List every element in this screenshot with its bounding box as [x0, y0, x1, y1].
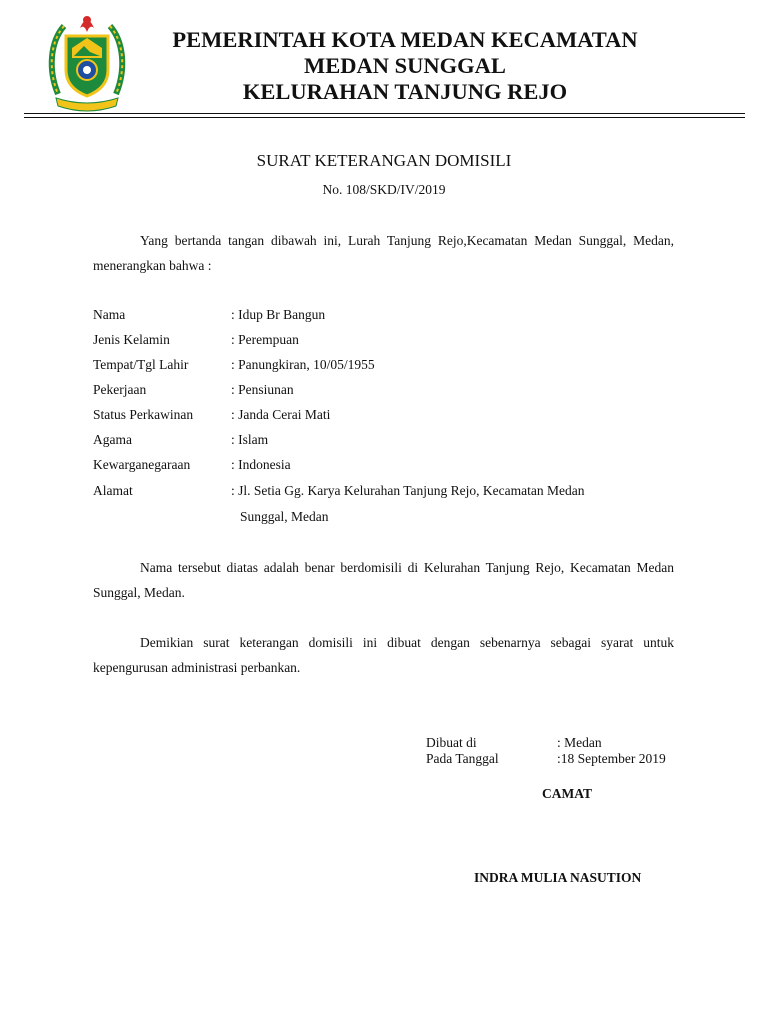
field-label: Tempat/Tgl Lahir	[93, 357, 189, 372]
field-value: : Jl. Setia Gg. Karya Kelurahan Tanjung Rejo, Kecamatan Medan	[231, 483, 585, 498]
letterhead-line-1: PEMERINTAH KOTA MEDAN KECAMATAN	[172, 27, 638, 52]
field-label: Nama	[93, 307, 126, 322]
field-label: Jenis Kelamin	[93, 332, 170, 347]
document-title: SURAT KETERANGAN DOMISILI	[256, 151, 512, 170]
field-label: Alamat	[93, 483, 133, 498]
letterhead-rule-bottom	[24, 117, 745, 118]
field-label: Pekerjaan	[93, 382, 147, 397]
field-value: : Idup Br Bangun	[231, 307, 326, 322]
statement-text: Nama tersebut diatas adalah benar berdomisili di Kelurahan Tanjung Rejo, Kecamatan Medan Sunggal, Medan.	[93, 560, 674, 600]
field-value: : Perempuan	[231, 332, 299, 347]
field-label: Status Perkawinan	[93, 407, 194, 422]
letterhead-rule-top	[24, 113, 745, 114]
intro-text: Yang bertanda tangan dibawah ini, Lurah Tanjung Rejo,Kecamatan Medan Sunggal, Medan, menerangkan bahwa :	[93, 233, 674, 273]
date-label: Pada Tanggal	[426, 751, 499, 766]
intro-paragraph	[93, 228, 674, 278]
field-value: : Pensiunan	[231, 382, 294, 397]
field-value: : Indonesia	[231, 457, 291, 472]
closing-paragraph	[93, 630, 674, 680]
field-label: Agama	[93, 432, 132, 447]
field-value-continuation: Sunggal, Medan	[240, 509, 329, 524]
field-value: : Panungkiran, 10/05/1955	[231, 357, 375, 372]
field-value: : Janda Cerai Mati	[231, 407, 331, 422]
document-number: No. 108/SKD/IV/2019	[322, 182, 446, 197]
letterhead-line-3: KELURAHAN TANJUNG REJO	[242, 79, 568, 104]
field-label: Kewarganegaraan	[93, 457, 191, 472]
date-value: :18 September 2019	[557, 751, 666, 766]
statement-paragraph	[93, 555, 674, 605]
made-at-value: : Medan	[557, 735, 602, 750]
field-value: : Islam	[231, 432, 269, 447]
letterhead-line-2: MEDAN SUNGGAL	[304, 53, 506, 78]
signatory-position: CAMAT	[542, 786, 592, 801]
closing-text: Demikian surat keterangan domisili ini dibuat dengan sebenarnya sebagai syarat untuk kepengurusan administrasi perbankan.	[93, 635, 674, 675]
signatory-name: INDRA MULIA NASUTION	[474, 870, 642, 885]
made-at-label: Dibuat di	[426, 735, 477, 750]
